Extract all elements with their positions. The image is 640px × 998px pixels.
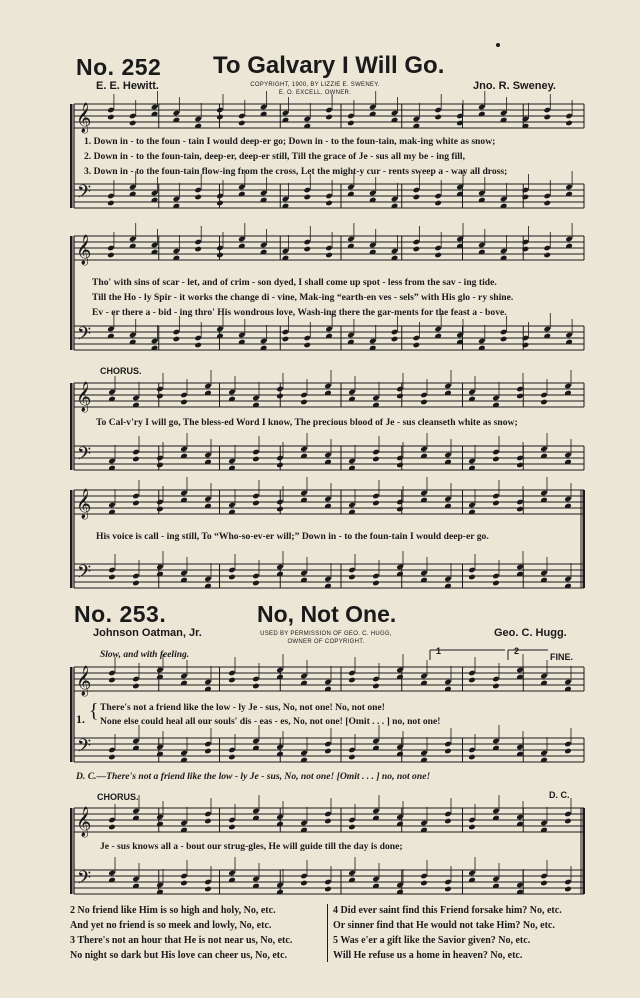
lyric-252-s1-v2: 2. Down in - to the foun-tain, deep-er, deep-er still, Till the grace of Je - sus all my be - ing fill, xyxy=(84,151,465,162)
ending-2: 2 xyxy=(514,646,520,656)
hymn-253-permission xyxy=(246,630,406,646)
lyric-252-s3: To Cal-v'ry I will go, The bless-ed Word I know, The precious blood of Je - sus cleanseth white as snow; xyxy=(96,417,518,428)
verse-3-line-1: 3 There's not an hour that He is not near us, No, etc. xyxy=(70,935,293,946)
lyric-253-dc: D. C.—There's not a friend like the low - ly Je - sus, No, not one! [Omit . . . ] no, not one! xyxy=(76,771,431,782)
svg-text:𝄞: 𝄞 xyxy=(76,235,92,265)
ending-1: 1 xyxy=(436,646,442,656)
tempo-marking: Slow, and with feeling. xyxy=(100,650,190,660)
verse-5-line-1: 5 Was e'er a gift like the Savior given? No, etc. xyxy=(333,935,531,946)
verses-left xyxy=(70,903,292,963)
hymn-253-composer: Geo. C. Hugg. xyxy=(494,627,567,639)
permission-line: USED BY PERMISSION OF GEO. C. HUGG, xyxy=(260,631,392,637)
verse-5-line-2: Will He refuse us a home in heaven? No, etc. xyxy=(333,950,523,961)
hymn-252-title: To Galvary I Will Go. xyxy=(213,52,445,79)
svg-text:𝄞: 𝄞 xyxy=(76,382,92,412)
svg-text:𝄞: 𝄞 xyxy=(76,103,92,133)
lyric-253-chorus: Je - sus knows all a - bout our strug-gles, He will guide till the day is done; xyxy=(100,841,403,852)
verse-4-line-1: 4 Did ever saint find this Friend forsake him? No, etc. xyxy=(333,905,562,916)
svg-text:𝄞: 𝄞 xyxy=(76,489,92,519)
svg-text:𝄢: 𝄢 xyxy=(77,324,92,349)
lyric-252-s1-v3: 3. Down in - to the foun-tain flow-ing from the cross, Let the might-y cur - rents sweep a - way all dross; xyxy=(84,166,508,177)
svg-text:𝄞: 𝄞 xyxy=(76,666,92,696)
lyric-252-s2-v1: Tho' with sins of scar - let, and of crim - son dyed, I shall come up spot - less from the sav - ing tide. xyxy=(92,277,497,288)
lyric-253-line1: There's not a friend like the low - ly Je - sus, No, not one! No, not one! xyxy=(100,702,385,713)
copyright-line: COPYRIGHT, 1900, BY LIZZIE E. SWENEY. xyxy=(250,82,380,88)
hymn-252-author: E. E. Hewitt. xyxy=(96,80,159,92)
hymn-253-number: No. 253. xyxy=(74,601,167,627)
lyric-252-s1-v1: 1. Down in - to the foun - tain I would deep-er go; Down in - to the foun-tain, mak-ing white as snow; xyxy=(84,136,496,147)
dc-mark: D. C. xyxy=(549,790,570,800)
svg-text:𝄢: 𝄢 xyxy=(77,868,92,893)
chorus-label-253: CHORUS. xyxy=(97,792,139,802)
copyright-owner: E. O. EXCELL, OWNER. xyxy=(278,90,352,96)
verse-3-line-2: No night so dark but His love can cheer us, No, etc. xyxy=(70,950,288,961)
verses-right xyxy=(333,903,562,963)
verse-number: 1. xyxy=(76,712,85,726)
lyric-253-line2: None else could heal all our souls' dis - eas - es, No, not one! [Omit . . . ] no, not one! xyxy=(100,716,441,727)
verse-2-line-1: 2 No friend like Him is so high and holy, No, etc. xyxy=(70,905,276,916)
hymn-252-composer: Jno. R. Sweney. xyxy=(473,80,556,92)
svg-text:𝄢: 𝄢 xyxy=(77,182,92,207)
svg-text:𝄢: 𝄢 xyxy=(77,562,92,587)
svg-text:𝄢: 𝄢 xyxy=(77,736,92,761)
permission-owner: OWNER OF COPYRIGHT. xyxy=(287,639,365,645)
chorus-label-252: CHORUS. xyxy=(100,366,142,376)
verse-brace-icon: { xyxy=(89,700,99,722)
svg-text:𝄢: 𝄢 xyxy=(77,444,92,469)
verse-4-line-2: Or sinner find that He would not take Him? No, etc. xyxy=(333,920,555,931)
hymn-252-number: No. 252 xyxy=(76,54,162,80)
verse-2-line-2: And yet no friend is so meek and lowly, No, etc. xyxy=(70,920,272,931)
fine-mark: FINE. xyxy=(550,652,574,662)
verse-divider xyxy=(327,904,328,962)
hymn-253-author: Johnson Oatman, Jr. xyxy=(93,627,202,639)
lyric-252-s4: His voice is call - ing still, To “Who-so-ev-er will;” Down in - to the foun-tain I would deep-er go. xyxy=(96,531,489,542)
lyric-252-s2-v3: Ev - er there a - bid - ing thro' His wondrous love, Wash-ing there the gar-ments for the feast a - bove. xyxy=(92,307,507,318)
lyric-252-s2-v2: Till the Ho - ly Spir - it works the change di - vine, Mak-ing “earth-en ves - sels” with His glo - ry shine. xyxy=(92,292,514,303)
hymn-253-title: No, Not One. xyxy=(257,601,397,627)
svg-text:𝄞: 𝄞 xyxy=(76,807,92,837)
